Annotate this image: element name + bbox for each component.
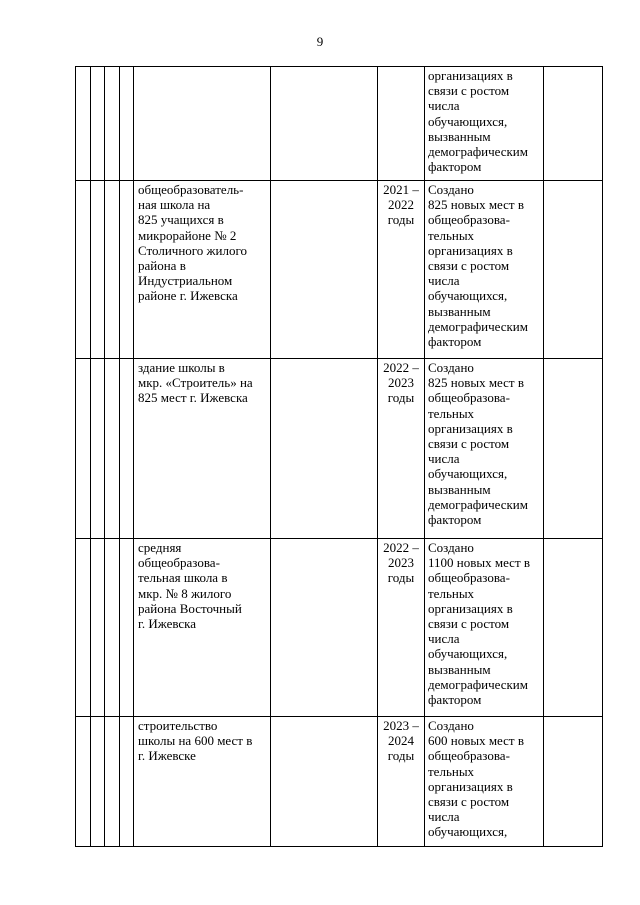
result-line: обучающихся, bbox=[428, 113, 508, 129]
empty-cell-4 bbox=[120, 359, 134, 539]
table-row bbox=[76, 67, 603, 181]
empty-cell-1 bbox=[76, 67, 91, 181]
result-line: фактором bbox=[428, 692, 482, 708]
page-number: 9 bbox=[316, 34, 324, 49]
result-line: демографическим bbox=[428, 318, 528, 334]
description-line: здание школы в bbox=[138, 360, 225, 375]
result-line: вызванным bbox=[428, 303, 491, 319]
table-row bbox=[76, 539, 603, 717]
description-line: мкр. «Строитель» на bbox=[138, 375, 253, 391]
result-line: демографическим bbox=[428, 676, 528, 692]
result-line: связи с ростом bbox=[428, 794, 510, 810]
years-line: 2023 bbox=[388, 555, 414, 571]
result-line: организациях в bbox=[428, 778, 513, 794]
empty-cell-2 bbox=[91, 539, 105, 717]
years-cell bbox=[378, 717, 425, 847]
result-line: числа bbox=[428, 451, 460, 467]
table-row bbox=[76, 359, 603, 539]
result-line: тельных bbox=[428, 585, 475, 601]
empty-cell-6 bbox=[544, 359, 603, 539]
years-line: годы bbox=[387, 570, 415, 586]
description-line: школы на 600 мест в bbox=[138, 733, 253, 749]
result-line: связи с ростом bbox=[428, 436, 510, 452]
years-line: 2022 – bbox=[383, 360, 419, 375]
empty-cell-3 bbox=[105, 67, 120, 181]
result-line: организациях в bbox=[428, 68, 513, 83]
result-cell bbox=[425, 717, 544, 847]
result-line: обучающихся, bbox=[428, 466, 508, 482]
result-line: числа bbox=[428, 98, 460, 114]
description-cell bbox=[134, 67, 271, 181]
description-line: района Восточный bbox=[138, 600, 242, 616]
description-cell bbox=[134, 539, 271, 717]
empty-cell-5 bbox=[271, 67, 378, 181]
description-line: средняя bbox=[138, 540, 182, 555]
description-cell bbox=[134, 181, 271, 359]
years-cell bbox=[378, 359, 425, 539]
result-line: обучающихся, bbox=[428, 288, 508, 304]
empty-cell-5 bbox=[271, 539, 378, 717]
description-line: тельная школа в bbox=[138, 570, 228, 586]
empty-cell-1 bbox=[76, 181, 91, 359]
empty-cell-2 bbox=[91, 717, 105, 847]
result-line: вызванным bbox=[428, 128, 491, 144]
result-line: числа bbox=[428, 809, 460, 825]
description-line: 825 учащихся в bbox=[138, 212, 224, 228]
empty-cell-3 bbox=[105, 181, 120, 359]
description-line: строительство bbox=[138, 718, 218, 733]
result-line: тельных bbox=[428, 227, 475, 243]
description-line: районе г. Ижевска bbox=[138, 288, 238, 304]
result-line: Создано bbox=[428, 718, 474, 733]
empty-cell-2 bbox=[91, 181, 105, 359]
years-line: 2021 – bbox=[383, 182, 419, 197]
description-line: микрорайоне № 2 bbox=[138, 227, 237, 243]
years-line: 2023 – bbox=[383, 718, 419, 733]
description-line: 825 мест г. Ижевска bbox=[138, 390, 248, 406]
empty-cell-5 bbox=[271, 359, 378, 539]
result-line: 1100 новых мест в bbox=[428, 555, 531, 571]
description-line: общеобразователь- bbox=[138, 182, 244, 197]
result-cell bbox=[425, 181, 544, 359]
result-line: Создано bbox=[428, 540, 474, 555]
result-line: фактором bbox=[428, 512, 482, 528]
empty-cell-1 bbox=[76, 539, 91, 717]
result-line: демографическим bbox=[428, 496, 528, 512]
empty-cell-3 bbox=[105, 539, 120, 717]
result-line: связи с ростом bbox=[428, 616, 510, 632]
result-line: обучающихся, bbox=[428, 824, 508, 840]
years-line: 2024 bbox=[388, 733, 414, 749]
empty-cell-5 bbox=[271, 717, 378, 847]
years-cell bbox=[378, 67, 425, 181]
empty-cell-4 bbox=[120, 717, 134, 847]
result-cell bbox=[425, 67, 544, 181]
empty-cell-4 bbox=[120, 539, 134, 717]
result-line: связи с ростом bbox=[428, 83, 510, 99]
description-line: района в bbox=[138, 258, 186, 274]
description-line: общеобразова- bbox=[138, 555, 220, 571]
result-line: связи с ростом bbox=[428, 258, 510, 274]
empty-cell-6 bbox=[544, 717, 603, 847]
table-row bbox=[76, 181, 603, 359]
description-line: Индустриальном bbox=[138, 273, 233, 289]
empty-cell-1 bbox=[76, 717, 91, 847]
empty-cell-4 bbox=[120, 181, 134, 359]
description-line: мкр. № 8 жилого bbox=[138, 585, 232, 601]
empty-cell-2 bbox=[91, 67, 105, 181]
result-line: обучающихся, bbox=[428, 646, 508, 662]
result-line: тельных bbox=[428, 763, 475, 779]
result-line: 600 новых мест в bbox=[428, 733, 524, 749]
result-line: Создано bbox=[428, 182, 474, 197]
result-line: числа bbox=[428, 631, 460, 647]
empty-cell-1 bbox=[76, 359, 91, 539]
result-line: 825 новых мест в bbox=[428, 197, 524, 213]
result-line: общеобразова- bbox=[428, 390, 510, 406]
empty-cell-6 bbox=[544, 181, 603, 359]
years-cell bbox=[378, 539, 425, 717]
empty-cell-6 bbox=[544, 67, 603, 181]
years-line: 2022 – bbox=[383, 540, 419, 555]
program-table bbox=[75, 66, 603, 847]
empty-cell-5 bbox=[271, 181, 378, 359]
years-line: 2022 bbox=[388, 197, 414, 213]
result-line: вызванным bbox=[428, 661, 491, 677]
description-line: г. Ижевска bbox=[138, 616, 197, 632]
years-line: годы bbox=[387, 390, 415, 406]
result-line: общеобразова- bbox=[428, 570, 510, 586]
result-line: организациях в bbox=[428, 420, 513, 436]
empty-cell-6 bbox=[544, 539, 603, 717]
empty-cell-2 bbox=[91, 359, 105, 539]
description-cell bbox=[134, 717, 271, 847]
result-line: вызванным bbox=[428, 481, 491, 497]
result-line: организациях в bbox=[428, 242, 513, 258]
description-line: ная школа на bbox=[138, 197, 211, 213]
result-line: тельных bbox=[428, 405, 475, 421]
result-line: общеобразова- bbox=[428, 212, 510, 228]
result-line: числа bbox=[428, 273, 460, 289]
description-line: Столичного жилого bbox=[138, 242, 247, 258]
years-line: 2023 bbox=[388, 375, 414, 391]
empty-cell-3 bbox=[105, 359, 120, 539]
description-line: г. Ижевске bbox=[138, 748, 196, 764]
years-line: годы bbox=[387, 748, 415, 764]
result-line: демографическим bbox=[428, 144, 528, 160]
result-cell bbox=[425, 359, 544, 539]
years-cell bbox=[378, 181, 425, 359]
result-line: организациях в bbox=[428, 600, 513, 616]
result-line: фактором bbox=[428, 334, 482, 350]
empty-cell-3 bbox=[105, 717, 120, 847]
years-line: годы bbox=[387, 212, 415, 228]
description-cell bbox=[134, 359, 271, 539]
result-line: фактором bbox=[428, 159, 482, 175]
result-cell bbox=[425, 539, 544, 717]
result-line: общеобразова- bbox=[428, 748, 510, 764]
result-line: Создано bbox=[428, 360, 474, 375]
empty-cell-4 bbox=[120, 67, 134, 181]
table-row bbox=[76, 717, 603, 847]
result-line: 825 новых мест в bbox=[428, 375, 524, 391]
